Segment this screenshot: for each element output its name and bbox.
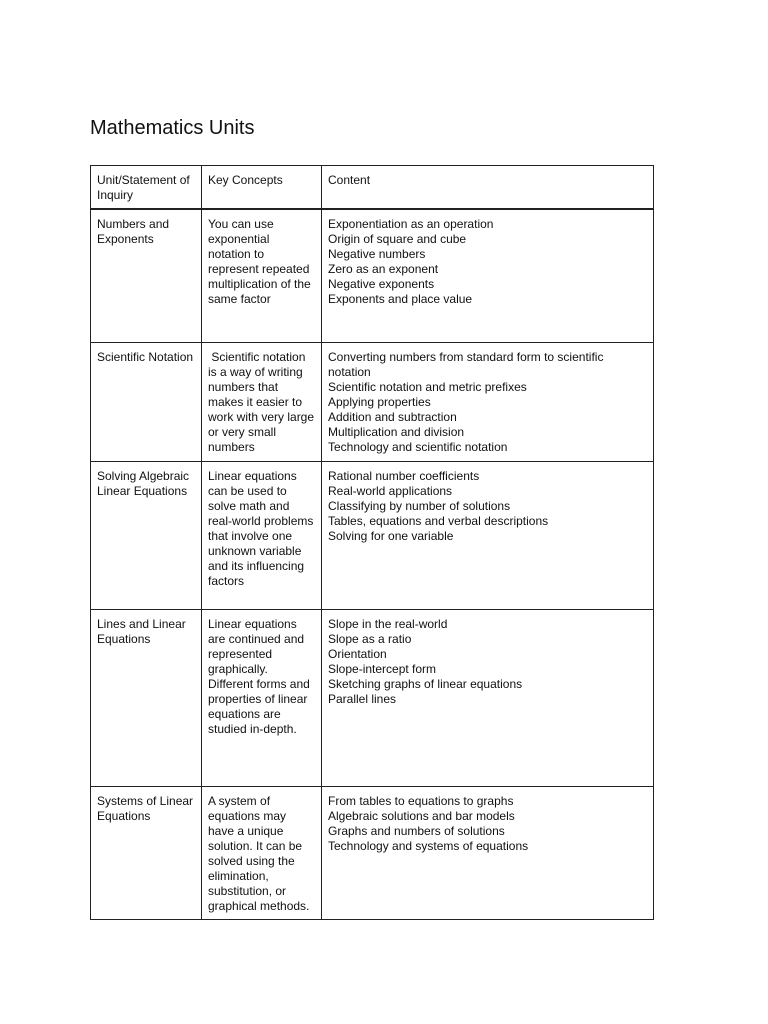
content-cell [322,786,654,919]
content-item: Slope in the real-world [328,616,448,631]
concepts-cell [202,461,322,609]
key-concept-text: Linear equations can be used to solve math and real-world problems that involve one unknown variable and its influencing factors [208,468,314,588]
content-item: Exponentiation as an operation [328,217,494,231]
content-item: Tables, equations and verbal descriptions [328,513,549,528]
content-item: Exponents and place value [328,292,473,306]
content-cell [322,461,654,609]
content-item: Negative exponents [328,277,435,291]
unit-cell [91,209,202,342]
units-table [90,165,654,920]
content-item: Sketching graphs of linear equations [328,676,523,691]
unit-name: Systems of Linear Equations [97,793,194,823]
key-concept-text: You can use exponential notation to represent repeated multiplication of the same factor [208,217,311,306]
content-item: Real-world applications [328,483,453,498]
content-item: From tables to equations to graphs [328,793,514,808]
content-item: Technology and systems of equations [328,838,529,853]
content-item: Converting numbers from standard form to scientific notation [328,349,604,379]
unit-cell [91,786,202,919]
content-item: Origin of square and cube [328,232,467,246]
concepts-cell [202,209,322,342]
content-item: Algebraic solutions and bar models [328,808,515,823]
header-key-concepts: Key Concepts [202,166,322,210]
content-item: Scientific notation and metric prefixes [328,379,527,394]
table-row [91,786,654,919]
content-item: Classifying by number of solutions [328,498,511,513]
content-cell [322,209,654,342]
key-concept-text: A system of equations may have a unique solution. It can be solved using the elimination, substitution, or graphical methods. [208,793,310,913]
concepts-cell [202,786,322,919]
content-item: Slope as a ratio [328,631,412,646]
unit-name: Solving Algebraic Linear Equations [97,468,190,498]
header-content: Content [322,166,654,210]
table-row [91,461,654,609]
content-item: Applying properties [328,394,431,409]
table-body [91,209,654,919]
content-item: Rational number coefficients [328,468,480,483]
key-concept-text: Scientific notation is a way of writing numbers that makes it easier to work with very large or very small numbers [208,349,318,454]
content-item: Graphs and numbers of solutions [328,823,505,838]
concepts-cell [202,342,322,461]
content-item: Technology and scientific notation [328,439,508,454]
content-cell [322,342,654,461]
content-item: Solving for one variable [328,528,454,543]
page-title: Mathematics Units [90,117,255,139]
content-item: Addition and subtraction [328,409,457,424]
table-row [91,342,654,461]
table-row [91,609,654,786]
key-concept-text: Linear equations are continued and represented graphically. Different forms and properties of linear equations are studied in-depth. [208,616,310,736]
unit-cell [91,342,202,461]
unit-name: Scientific Notation [97,349,194,364]
content-cell [322,609,654,786]
header-unit: Unit/Statement of Inquiry [91,166,202,210]
content-item: Zero as an exponent [328,262,439,276]
unit-cell [91,461,202,609]
content-item: Parallel lines [328,691,397,706]
header-row [91,166,654,210]
table-row [91,209,654,342]
content-item: Orientation [328,646,387,661]
content-item: Negative numbers [328,247,426,261]
unit-name: Numbers and Exponents [97,217,170,246]
unit-cell [91,609,202,786]
table-header [91,166,654,210]
concepts-cell [202,609,322,786]
unit-name: Lines and Linear Equations [97,616,186,646]
content-item: Multiplication and division [328,424,465,439]
content-item: Slope-intercept form [328,661,437,676]
